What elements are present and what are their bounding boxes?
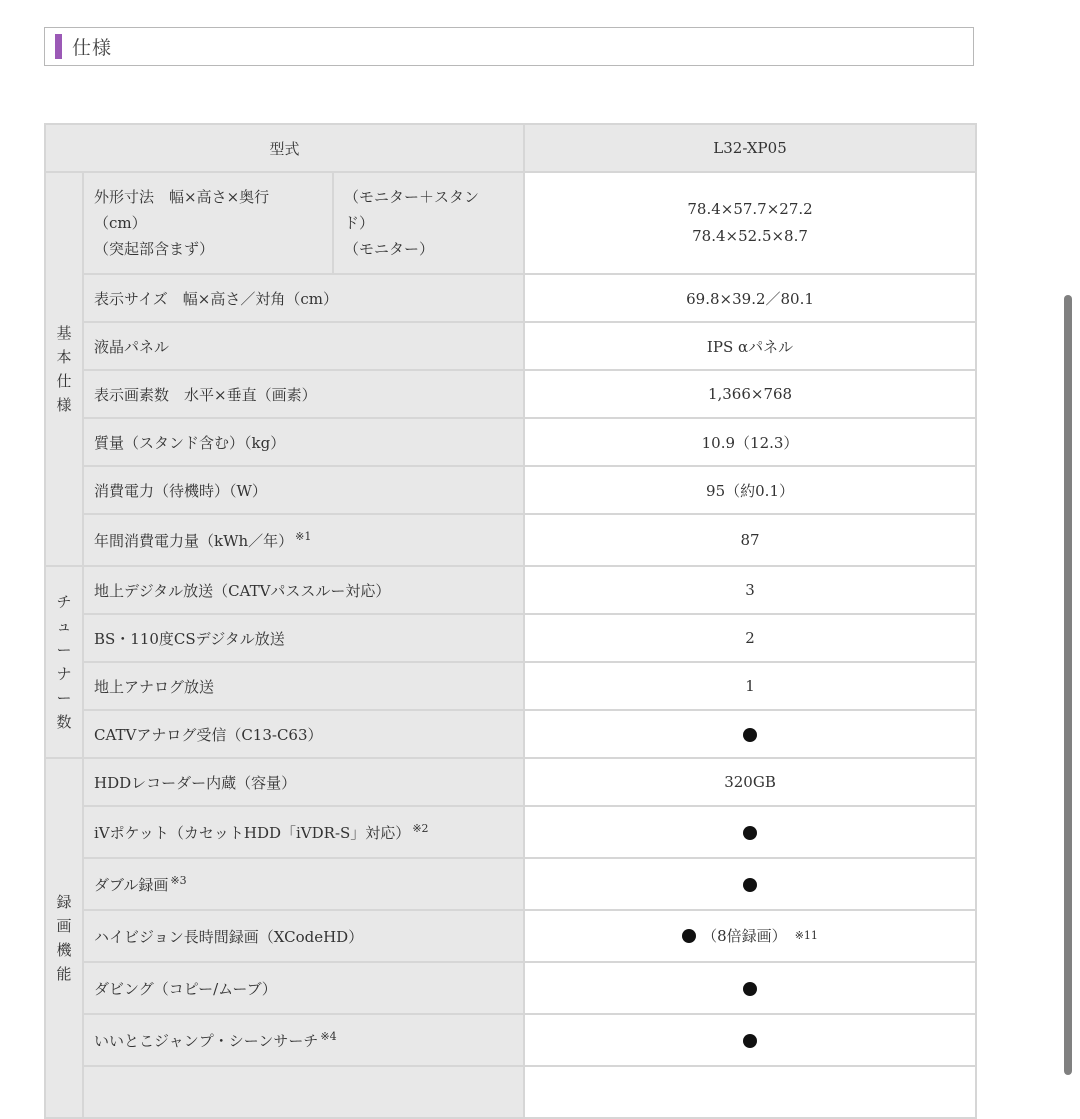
group-label-recording: 録画機能 [45,758,83,1118]
row-value: IPS αパネル [524,322,976,370]
table-row [45,418,976,466]
table-row [45,514,976,566]
row-value [524,710,976,758]
table-row [45,614,976,662]
row-label: ハイビジョン長時間録画（XCodeHD） [83,910,524,962]
spec-table [44,123,977,1119]
row-label: いいとこジャンプ・シーンサーチ $^{※4}$ [83,1014,524,1066]
row-label: 液晶パネル [83,322,524,370]
supported-dot-icon [743,728,757,742]
row-value: 1,366×768 [524,370,976,418]
vertical-scrollbar[interactable] [1064,295,1072,1075]
group-label-basic: 基本仕様 [45,172,83,566]
header-model: L32-XP05 [524,124,976,172]
row-label: CATVアナログ受信（C13-C63） [83,710,524,758]
heading-accent-bar [55,34,62,59]
row-label: 地上デジタル放送（CATVパススルー対応） [83,566,524,614]
row-value: 95（約0.1） [524,466,976,514]
table-row [45,806,976,858]
supported-dot-icon [682,929,696,943]
table-row [45,274,976,322]
supported-dot-icon [743,878,757,892]
dimensions-sublabel: （モニター＋スタン ド） （モニター） [333,172,524,274]
section-title: 仕様 [72,37,113,59]
row-value: 2 [524,614,976,662]
table-row [45,566,976,614]
supported-dot-icon [743,826,757,840]
table-row-dimensions [45,172,976,274]
footnote-ref: ※4 [320,1029,337,1043]
row-label: ダビング（コピー/ムーブ） [83,962,524,1014]
table-row [45,662,976,710]
dimensions-value: 78.4×57.7×27.2 78.4×52.5×8.7 [524,172,976,274]
table-row-cut-off [45,1066,976,1118]
row-label: 地上アナログ放送 [83,662,524,710]
row-label: 年間消費電力量（kWh／年） $^{※1}$ [83,514,524,566]
table-row [45,962,976,1014]
footnote-ref: ※11 [794,929,818,943]
row-value [524,1014,976,1066]
row-value: 1 [524,662,976,710]
table-row [45,370,976,418]
row-label: ダブル録画 $^{※3}$ [83,858,524,910]
row-value [524,806,976,858]
row-value: （8倍録画） ※11 [524,910,976,962]
table-row [45,910,976,962]
row-label: BS・110度CSデジタル放送 [83,614,524,662]
table-row [45,322,976,370]
group-label-tuners: チューナー数 [45,566,83,758]
row-label: 表示画素数 水平×垂直（画素） [83,370,524,418]
table-row [45,466,976,514]
row-label: HDDレコーダー内蔵（容量） [83,758,524,806]
footnote-ref: ※1 [295,529,312,543]
table-row [45,758,976,806]
row-label: 質量（スタンド含む）（kg） [83,418,524,466]
row-value: 320GB [524,758,976,806]
supported-dot-icon [743,982,757,996]
row-label: 消費電力（待機時）（W） [83,466,524,514]
row-label: 表示サイズ 幅×高さ／対角（cm） [83,274,524,322]
dimensions-label: 外形寸法 幅×高さ×奥行 （cm） （突起部含まず） [83,172,333,274]
supported-dot-icon [743,1034,757,1048]
row-value [524,962,976,1014]
row-label: iVポケット（カセットHDD「iVDR-S」対応） $^{※2}$ [83,806,524,858]
row-value: 3 [524,566,976,614]
footnote-ref: ※3 [170,873,187,887]
row-value: 69.8×39.2／80.1 [524,274,976,322]
table-row [45,1014,976,1066]
row-value: 10.9（12.3） [524,418,976,466]
footnote-ref: ※2 [412,821,429,835]
section-heading [44,27,974,66]
row-value: 87 [524,514,976,566]
header-label: 型式 [45,124,524,172]
row-value [524,858,976,910]
table-row [45,858,976,910]
header-row [45,124,976,172]
table-row [45,710,976,758]
